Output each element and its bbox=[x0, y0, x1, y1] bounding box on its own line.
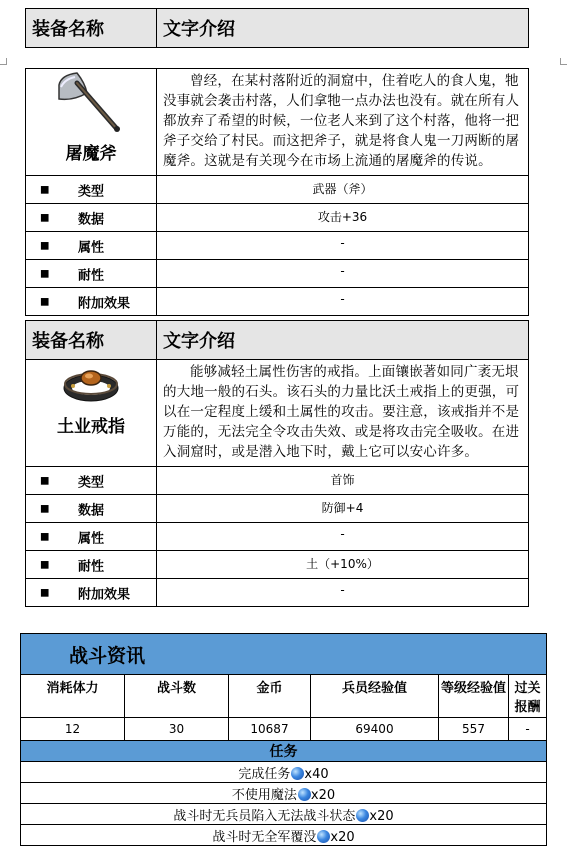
task-header: 任务 bbox=[21, 741, 547, 762]
attr-value-extra-effect-2: - bbox=[157, 579, 529, 607]
attr-value-resistance: - bbox=[157, 260, 529, 288]
gem-icon bbox=[298, 788, 311, 801]
attr-value-resistance-2: 土（+10%） bbox=[157, 551, 529, 579]
task-text: 战斗时无兵员陷入无法战斗状态 bbox=[173, 808, 356, 824]
attr-value-type-2: 首饰 bbox=[157, 467, 529, 495]
equipment-description: 曾经，在某村落附近的洞窟中，住着吃人的食人鬼，牠没事就会袭击村落，人们拿牠一点办法也没有。就在所有人都放弃了希望的时候，一位老人来到了这个村落，他将一把斧子交给了村民。而这把斧子，就是将食人鬼一刀两断的屠魔斧。这就是有关现今在市场上流通的屠魔斧的传说。 bbox=[157, 69, 529, 176]
equipment-header-table bbox=[25, 8, 529, 48]
equipment-name-header-2: 装备名称 bbox=[26, 321, 157, 360]
attr-label-data: ■ 数据 bbox=[26, 204, 157, 232]
attr-value-attribute: - bbox=[157, 232, 529, 260]
col-soldier-exp: 兵员经验值 bbox=[311, 675, 439, 718]
task-row bbox=[21, 804, 547, 825]
attr-label-extra-effect-2: ■ 附加效果 bbox=[26, 579, 157, 607]
equipment-name-2: 土业戒指 bbox=[57, 417, 125, 437]
col-gold: 金币 bbox=[229, 675, 311, 718]
attr-value-attribute-2: - bbox=[157, 523, 529, 551]
val-battles: 30 bbox=[125, 718, 229, 741]
col-stamina: 消耗体力 bbox=[21, 675, 125, 718]
task-row bbox=[21, 762, 547, 783]
col-level-exp: 等级经验值 bbox=[439, 675, 509, 718]
val-stamina: 12 bbox=[21, 718, 125, 741]
col-battles: 战斗数 bbox=[125, 675, 229, 718]
description-header-2: 文字介绍 bbox=[157, 321, 529, 360]
task-text: 不使用魔法 bbox=[231, 787, 297, 803]
attr-value-data-2: 防御+4 bbox=[157, 495, 529, 523]
equipment-table-ring bbox=[25, 320, 529, 607]
task-reward: x20 bbox=[330, 829, 355, 845]
attr-label-type-2: ■ 类型 bbox=[26, 467, 157, 495]
col-clear-reward: 过关报酬 bbox=[509, 675, 547, 718]
task-reward: x40 bbox=[304, 766, 329, 782]
gem-icon bbox=[356, 809, 369, 822]
equipment-description-2: 能够减轻土属性伤害的戒指。上面镶嵌著如同广袤无垠的大地一般的石头。该石头的力量比沃土戒指上的更强，可以在一定程度上缓和土属性的攻击。要注意，该戒指并不是万能的，无法完全令攻击失效、或是将攻击完全吸收。在进入洞窟时，或是潜入地下时，戴上它可以安心许多。 bbox=[157, 360, 529, 467]
attr-label-resistance-2: ■ 耐性 bbox=[26, 551, 157, 579]
val-level-exp: 557 bbox=[439, 718, 509, 741]
task-text: 战斗时无全军覆没 bbox=[212, 829, 317, 845]
attr-label-attribute-2: ■ 属性 bbox=[26, 523, 157, 551]
battle-info-title: 战斗资讯 bbox=[21, 634, 547, 675]
task-row bbox=[21, 783, 547, 804]
task-reward: x20 bbox=[369, 808, 394, 824]
val-clear-reward: - bbox=[509, 718, 547, 741]
attr-value-type: 武器（斧） bbox=[157, 176, 529, 204]
attr-label-type: ■ 类型 bbox=[26, 176, 157, 204]
attr-label-resistance: ■ 耐性 bbox=[26, 260, 157, 288]
ring-icon bbox=[59, 366, 123, 406]
task-reward: x20 bbox=[310, 787, 336, 803]
equipment-image-cell-2 bbox=[26, 360, 157, 467]
attr-value-extra-effect: - bbox=[157, 288, 529, 316]
val-gold: 10687 bbox=[229, 718, 311, 741]
task-row bbox=[21, 825, 547, 846]
attr-label-attribute: ■ 属性 bbox=[26, 232, 157, 260]
equipment-name-header: 装备名称 bbox=[26, 9, 157, 48]
attr-label-extra-effect: ■ 附加效果 bbox=[26, 288, 157, 316]
attr-label-data-2: ■ 数据 bbox=[26, 495, 157, 523]
gem-icon bbox=[317, 830, 330, 843]
page-corner-mark-left bbox=[0, 58, 7, 65]
attr-value-data: 攻击+36 bbox=[157, 204, 529, 232]
battle-info-table bbox=[20, 633, 547, 846]
val-soldier-exp: 69400 bbox=[311, 718, 439, 741]
equipment-table-axe bbox=[25, 68, 529, 316]
page-corner-mark-right bbox=[560, 58, 567, 65]
task-text: 完成任务 bbox=[238, 766, 291, 782]
equipment-image-cell bbox=[26, 69, 157, 176]
axe-icon bbox=[51, 71, 131, 135]
description-header: 文字介绍 bbox=[157, 9, 529, 48]
equipment-name: 屠魔斧 bbox=[65, 144, 117, 164]
gem-icon bbox=[291, 767, 304, 780]
